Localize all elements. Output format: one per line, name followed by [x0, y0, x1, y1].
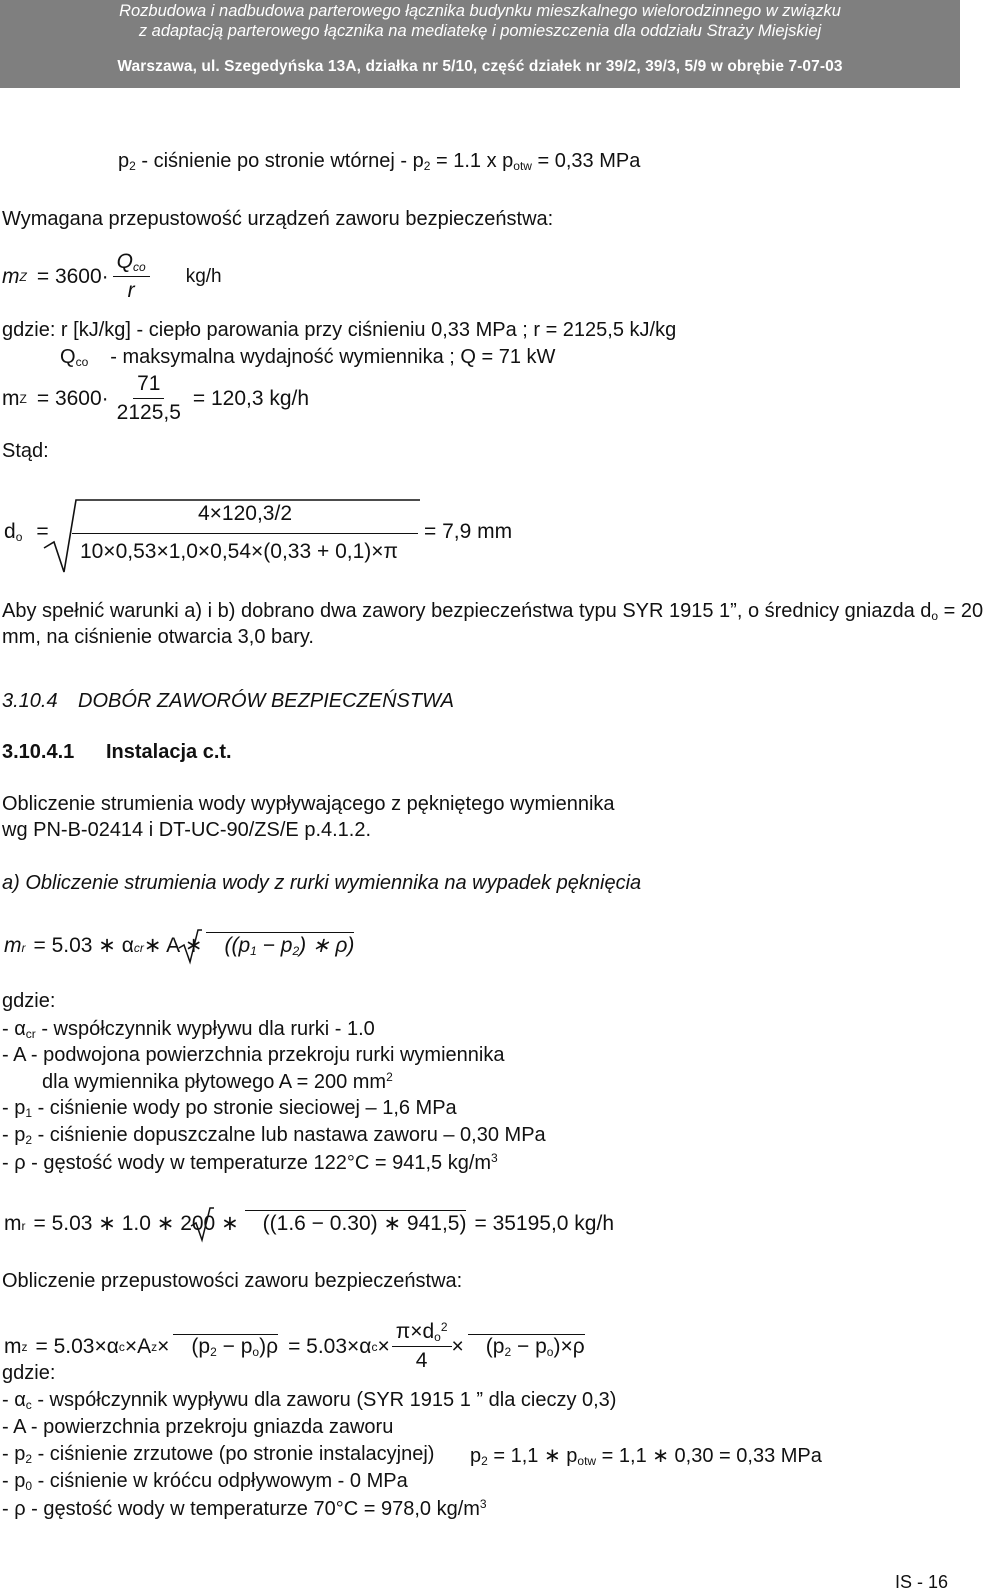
calc-intro-line2: wg PN-B-02414 i DT-UC-90/ZS/E p.4.1.2.	[2, 819, 372, 841]
sqrt-valve-1: $(p_2 - p_o)\rho$	[173, 1334, 278, 1359]
section-number: 3.10.4	[2, 690, 58, 712]
formula-do-denominator: 10×0,53×1,0×0,54×(0,33 + 0,1)×π	[79, 540, 399, 563]
header-title-line1: Rozbudowa i nadbudowa parterowego łącznika budynku mieszkalnego wielorodzinnego w związku	[119, 2, 841, 20]
formula-mz-general: m Z = 3600· $\frac{Q_{co}}{r}$ kg/h	[2, 250, 222, 302]
formula-mz-valve: m z = 5.03×α c ×A z × $(p_2 - p_o)\rho$ = 5.03×α c × $\frac{\pi\times d_o^2}{4}$ × $(p_2 - p_o)\times\rho$	[4, 1320, 585, 1372]
case-a-heading: a) Obliczenie strumienia wody z rurki wymiennika na wypadek pęknięcia	[2, 872, 642, 894]
p2-calculation: $p_2 = 1,1$ ∗ $p_{otw} = 1,1$ ∗ 0,30 = 0,33 MPa	[470, 1445, 822, 1468]
sqrt-valve-2: $(p_2 - p_o)\times\rho$	[468, 1334, 585, 1359]
selection-paragraph-line2: mm, na ciśnienie otwarcia 3,0 bary.	[2, 626, 314, 648]
def-alpha-c: - $\alpha_c$ - współczynnik wypływu dla zaworu (SYR 1915 1 ” dla cieczy 0,3)	[2, 1389, 617, 1412]
sqrt-sign-mr	[178, 928, 202, 964]
where-qco-definition: $Q_{co}$ - maksymalna wydajność wymiennika ; Q = 71 kW	[60, 346, 556, 369]
calc-intro-line1: Obliczenie strumienia wody wypływającego z pękniętego wymiennika	[2, 793, 615, 815]
formula-do-numerator: 4×120,3/2	[197, 502, 292, 525]
section-title: DOBÓR ZAWORÓW BEZPIECZEŃSTWA	[78, 690, 454, 712]
formula-mr-value: m r = 5.03 ∗ 1.0 ∗ 200 ∗ ((1.6 − 0.30) ∗ 941,5) = 35195,0 kg/h	[4, 1212, 615, 1235]
def-rho-70: - ρ - gęstość wody w temperaturze 70°C = 978,0 $kg/m^3$	[2, 1497, 487, 1520]
formula-do-result: = 7,9 mm	[424, 520, 513, 543]
def-p2-relief: - $p_2$ - ciśnienie zrzutowe (po stronie instalacyjnej)	[2, 1443, 435, 1466]
p2-definition: $p_2$ - ciśnienie po stronie wtórnej - $p_2 = 1.1$ x $p_{otw} = 0,33$ MPa	[118, 150, 641, 173]
formula-mr-general: m r = 5.03 ∗ α cr ∗ A ∗ ($(p_1 - p_2)$ ∗ ρ)	[4, 934, 355, 958]
def-a-plate: dla wymiennika płytowego A = 200 $mm^2$	[42, 1070, 393, 1093]
gdzie-label-2: gdzie:	[2, 1362, 56, 1384]
def-a-seat: - A - powierzchnia przekroju gniazda zaworu	[2, 1416, 394, 1438]
def-p2: - $p_2$ - ciśnienie dopuszczalne lub nastawa zaworu – 0,30 MPa	[2, 1124, 546, 1147]
where-r-definition: gdzie: r [kJ/kg] - ciepło parowania przy ciśnieniu 0,33 MPa ; r = 2125,5 kJ/kg	[2, 319, 677, 341]
formula-do-lhs: $d_o$ =	[4, 520, 49, 544]
valve-capacity-heading: Obliczenie przepustowości zaworu bezpieczeństwa:	[2, 1270, 463, 1292]
formula-mz-value: m Z = 3600· $\frac{71}{2125,5}$ = 120,3 kg/h	[2, 372, 310, 424]
subsection-number: 3.10.4.1	[2, 741, 75, 763]
def-a-area: - A - podwojona powierzchnia przekroju rurki wymiennika	[2, 1044, 505, 1066]
def-rho-122: - ρ - gęstość wody w temperaturze 122°C = 941,5 $kg/m^3$	[2, 1151, 498, 1174]
sqrt-sign-mr-value	[190, 1206, 214, 1242]
stad-label: Stąd:	[2, 440, 49, 462]
def-p1: - $p_1$ - ciśnienie wody po stronie sieciowej – 1,6 MPa	[2, 1097, 457, 1120]
sqrt-mr-general: ($(p_1 - p_2)$ ∗ ρ)	[206, 932, 354, 958]
def-p0: - $p_0$ - ciśnienie w króćcu odpływowym - 0 MPa	[2, 1470, 408, 1493]
header-address: Warszawa, ul. Szegedyńska 13A, działka nr 5/10, część działek nr 39/2, 39/3, 5/9 w obrębie 7-07-03	[117, 58, 843, 75]
selection-paragraph: Aby spełnić warunki a) i b) dobrano dwa zawory bezpieczeństwa typu SYR 1915 1”, o średnicy gniazda $d_o = 20$	[2, 600, 983, 623]
page-number: IS - 16	[894, 1572, 948, 1592]
formula-do-fraction-bar	[72, 533, 418, 534]
sqrt-mr-value: ((1.6 − 0.30) ∗ 941,5)	[245, 1210, 467, 1236]
document-header	[0, 0, 960, 88]
gdzie-label-1: gdzie:	[2, 990, 56, 1012]
header-title-line2: z adaptacją parterowego łącznika na mediatekę i pomieszczenia dla oddziału Straży Miejskiej	[138, 22, 822, 40]
required-capacity-heading: Wymagana przepustowość urządzeń zaworu bezpieczeństwa:	[2, 208, 554, 230]
def-alpha-cr: - $\alpha_{cr}$ - współczynnik wypływu dla rurki - 1.0	[2, 1018, 375, 1041]
subsection-title: Instalacja c.t.	[106, 741, 232, 763]
